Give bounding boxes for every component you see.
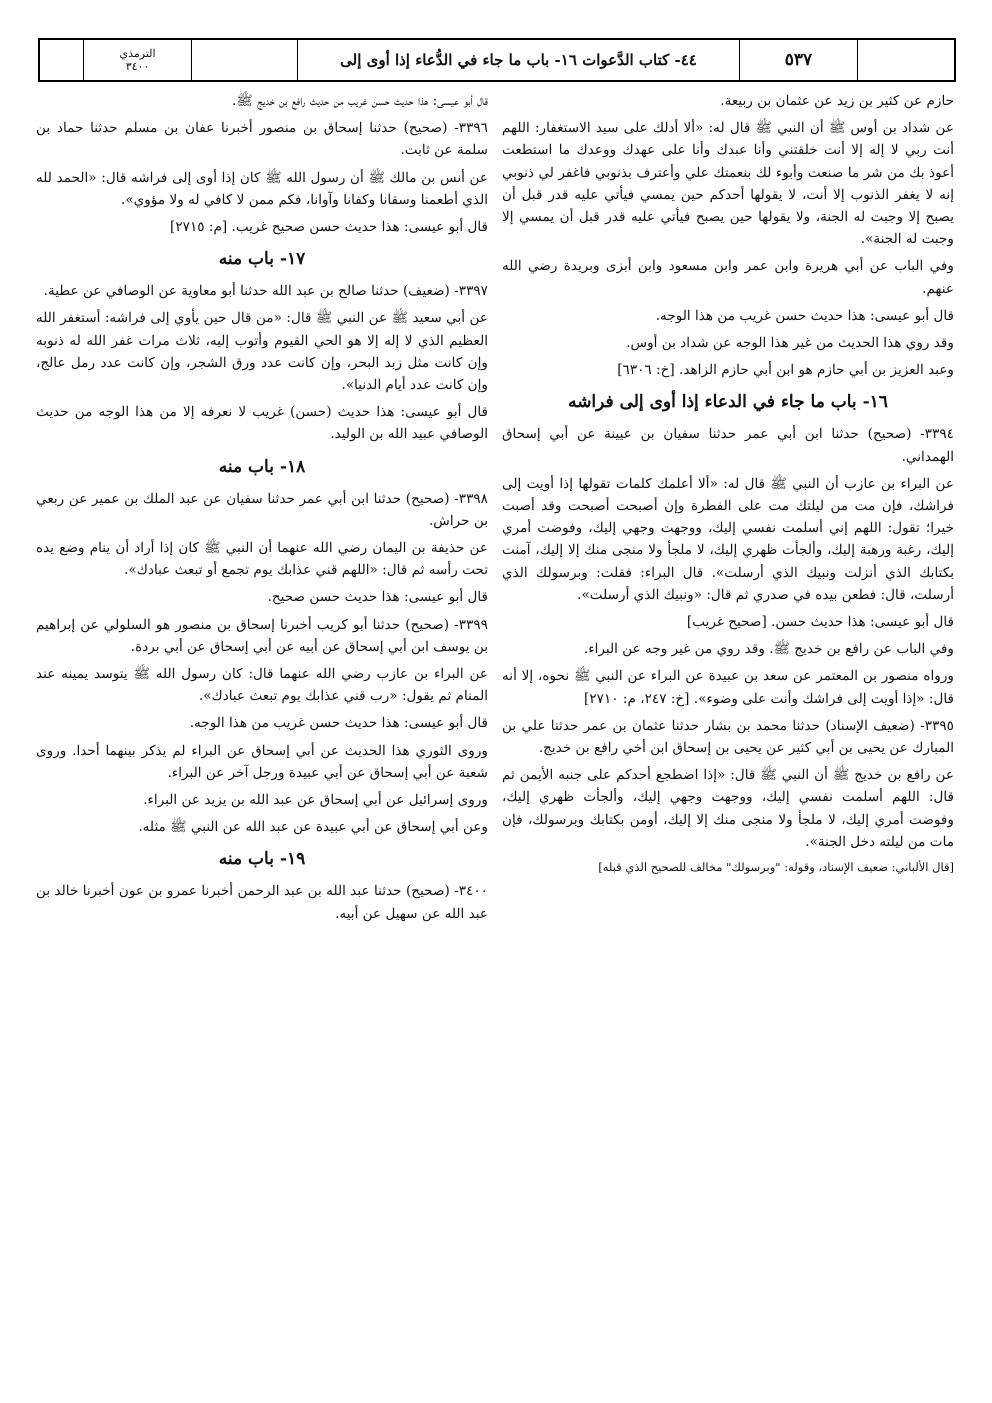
header-source-number: ٣٤٠٠ bbox=[125, 60, 150, 73]
chapter-heading: ١٧- باب منه bbox=[218, 249, 306, 270]
paragraph: قال أبو عيسى: هذا حديث حسن غريب من هذا الوجه. bbox=[655, 307, 954, 324]
paragraph: وعن أبي إسحاق عن أبي عبيدة عن عبد الله عن النبي ﷺ مثله. bbox=[138, 819, 488, 836]
paragraph: عن رافع بن خديج ﷺ أن النبي ﷺ قال: «إذا اضطجع أحدكم على جنبه الأيمن ثم قال: اللهم أسلمت نفسي إليك، ووجهت وجهي إليك، وألجأت ظهري إليك، وفوضت أمري إليك، لا ملجأ ولا منجى منك إلا إليك، أومن بكتابك وبرسولك، فإن مات من ليلته دخل الجنة». bbox=[502, 767, 954, 850]
paragraph: عن حذيفة بن اليمان رضي الله عنهما أن النبي ﷺ كان إذا أراد أن ينام وضع يده تحت رأسه ثم قال: «اللهم قني عذابك يوم تجمع أو تبعث عبادك». bbox=[36, 540, 488, 579]
paragraph: قال أبو عيسى: هذا حديث حسن صحيح. bbox=[267, 589, 488, 606]
paragraph: عن البراء بن عازب أن النبي ﷺ قال له: «ألا أعلمك كلمات تقولها إذا أويت إلى فراشك، فإن مت من ليلتك مت على الفطرة وإن أصبحت أصبحت وقد أصبت خيرا؛ تقول: اللهم إني أسلمت نفسي إليك، ووجهت وجهي إليك، وفوضت أمري إليك، رغبة ورهبة إليك، وألجأت ظهري إليك، لا ملجأ ولا منجى منك إلا إليك، آمنت بكتابك الذي أنزلت ونبيك الذي أرسلت». قال البراء: فقلت: وبرسولك الذي أرسلت، قال: فطعن بيده في صدري ثم قال: «ونبيك الذي أرسلت». bbox=[502, 475, 954, 603]
paragraph: عن أبي سعيد ﷺ عن النبي ﷺ قال: «من قال حين يأوي إلى فراشه: أستغفر الله العظيم الذي لا إله إلا هو الحي القيوم وأتوب إليه، ثلاث مرات غفر الله له ذنوبه وإن كانت مثل زبد البحر، وإن كانت عدد ورق الشجر، وإن كانت عدد رمل عالج، وإن كانت عدد أيام الدنيا». bbox=[36, 310, 488, 394]
header-cell-empty bbox=[192, 40, 298, 80]
paragraph: ٣٣٩٧- (ضعيف) حدثنا صالح بن عبد الله حدثنا أبو معاوية عن الوصافي عن عطية. bbox=[43, 283, 488, 300]
paragraph: ٣٣٩٤- (صحيح) حدثنا ابن أبي عمر حدثنا سفيان بن عيينة عن أبي إسحاق الهمداني. bbox=[502, 426, 954, 465]
paragraph: وروى الثوري هذا الحديث عن أبي إسحاق عن البراء لم يذكر بينهما أحدا. وروى شعبة عن أبي إسحاق عن أبي عبيدة ورجل آخر عن البراء. bbox=[36, 742, 488, 781]
chapter-heading: ١٦- باب ما جاء في الدعاء إذا أوى إلى فراشه bbox=[568, 392, 888, 413]
paragraph: قال أبو عيسى: هذا حديث (حسن) غريب لا نعرفه إلا من هذا الوجه من حديث الوصافي عبيد الله بن الوليد. bbox=[36, 404, 488, 443]
header-source-cell bbox=[84, 40, 192, 80]
paragraph: ٣٣٩٨- (صحيح) حدثنا ابن أبي عمر حدثنا سفيان عن عبد الملك بن عمير عن ربعي بن حراش. bbox=[36, 490, 488, 529]
paragraph: وعبد العزيز بن أبي حازم هو ابن أبي حازم الزاهد. [خ: ٦٣٠٦] bbox=[617, 362, 954, 379]
chapter-heading: ١٨- باب منه bbox=[218, 456, 306, 477]
paragraph: وروى إسرائيل عن أبي إسحاق عن عبد الله بن يزيد عن البراء. bbox=[143, 792, 488, 809]
header-title: ٤٤- كتاب الدَّعوات ١٦- باب ما جاء في الدُّعاء إذا أوى إلى bbox=[298, 40, 740, 80]
paragraph: وفي الباب عن أبي هريرة وابن عمر وابن مسعود وابن أبزى وبريدة رضي الله عنهم. bbox=[502, 258, 954, 297]
paragraph: ٣٣٩٥- (ضعيف الإسناد) حدثنا محمد بن بشار حدثنا عثمان بن عمر حدثنا علي بن المبارك عن يحيى بن أبي كثير عن يحيى بن إسحاق ابن أخي رافع بن خديج. bbox=[502, 717, 954, 757]
chapter-heading: ١٩- باب منه bbox=[218, 849, 306, 870]
paragraph: ٣٣٩٩- (صحيح) حدثنا أبو كريب أخبرنا إسحاق بن منصور هو السلولي عن إبراهيم بن يوسف ابن أبي إسحاق عن أبيه عن أبي إسحاق عن أبي بردة. bbox=[36, 616, 488, 655]
header-page-number: ٥٣٧ bbox=[740, 40, 858, 80]
header-cell-empty bbox=[858, 40, 954, 80]
paragraph: عن البراء بن عازب رضي الله عنهما قال: كان رسول الله ﷺ يتوسد يمينه عند المنام ثم يقول: «رب قني عذابك يوم تبعث عبادك». bbox=[36, 666, 488, 705]
paragraph: ٣٣٩٦- (صحيح) حدثنا إسحاق بن منصور أخبرنا عفان بن مسلم حدثنا حماد بن سلمة عن ثابت. bbox=[36, 120, 488, 159]
page-header bbox=[38, 38, 956, 82]
paragraph: قال أبو عيسى: هذا حديث حسن. [صحيح غريب] bbox=[686, 614, 954, 631]
header-source-label: الترمذي bbox=[119, 47, 156, 60]
header-cell-empty bbox=[40, 40, 84, 80]
paragraph: عن أنس بن مالك ﷺ أن رسول الله ﷺ كان إذا أوى إلى فراشه قال: «الحمد لله الذي أطعمنا وسقانا وكفانا وآوانا، فكم ممن لا كافي له ولا مؤوي». bbox=[36, 169, 488, 208]
paragraph: قال أبو عيسى: هذا حديث حسن غريب من حديث رافع بن خديج ﷺ. bbox=[232, 93, 488, 109]
paragraph: قال أبو عيسى: هذا حديث حسن صحيح غريب. [م: ٢٧١٥] bbox=[170, 219, 488, 236]
paragraph: حازم عن كثير بن زيد عن عثمان بن ربيعة. bbox=[720, 93, 954, 109]
left-text-column bbox=[36, 90, 488, 930]
footnote: [قال الألباني: ضعيف الإسناد، وقوله: "وبرسولك" مخالف للصحيح الذي قبله] bbox=[598, 860, 954, 875]
paragraph: قال أبو عيسى: هذا حديث حسن غريب من هذا الوجه. bbox=[189, 715, 488, 732]
paragraph: ورواه منصور بن المعتمر عن سعد بن عبيدة عن البراء عن النبي ﷺ نحوه، إلا أنه قال: «إذا أويت إلى فراشك وأنت على وضوء». [خ: ٢٤٧، م: ٢٧١٠] bbox=[502, 668, 954, 707]
paragraph: عن شداد بن أوس ﷺ أن النبي ﷺ قال له: «ألا أدلك على سيد الاستغفار: اللهم أنت ربي لا إله إلا أنت خلقتني وأنا عبدك وأنا على عهدك ووعدك ما استطعت أعوذ بك من شر ما صنعت وأبوء لك بنعمتك علي وأعترف بذنوبي فاغفر لي ذنوبي إنه لا يغفر الذنوب إلا أنت، لا يقولها أحدكم حين يمسي فيأتي عليه قدر قبل أن يصبح إلا وجبت له الجنة، ولا يقولها حين يصبح فيأتي عليه قدر قبل أن يمسي إلا وجبت له الجنة». bbox=[502, 120, 954, 248]
right-text-column bbox=[502, 90, 954, 881]
paragraph: ٣٤٠٠- (صحيح) حدثنا عبد الله بن عبد الرحمن أخبرنا عمرو بن عون أخبرنا خالد بن عبد الله عن سهيل عن أبيه. bbox=[36, 883, 488, 922]
paragraph: وفي الباب عن رافع بن خديج ﷺ. وقد روي من غير وجه عن البراء. bbox=[583, 641, 954, 658]
paragraph: وقد روي هذا الحديث من غير هذا الوجه عن شداد بن أوس. bbox=[626, 335, 954, 352]
